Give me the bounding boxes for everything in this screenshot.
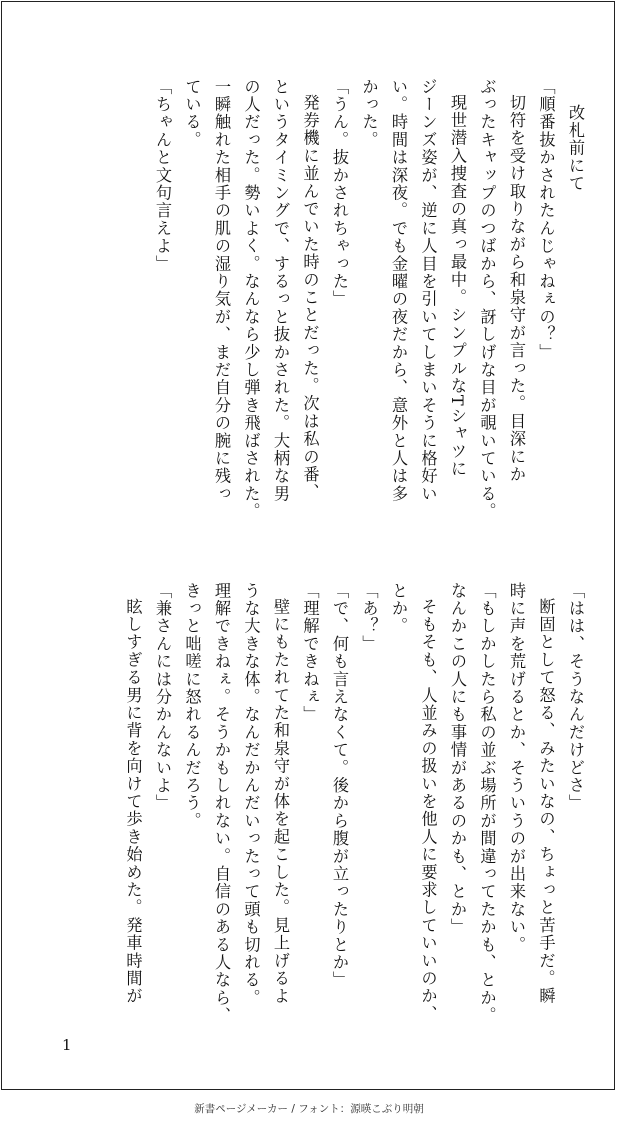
text-line: とか。 [389,582,408,636]
text-line: 「うん。抜かされちゃった」 [330,78,349,309]
footer-credit: 新書ページメーカー / フォント：源暎こぶり明朝 [194,1103,424,1115]
text-line: 「兼さんには分かんないよ」 [153,582,172,813]
text-line: きっと咄嗟に怒れるんだろう。 [182,582,202,830]
text-line: ぶったキャップのつばから、訝しげな目が覗いている。 [477,78,497,521]
text-line: 眩しすぎる男に背を向けて歩き始めた。発車時間が [123,598,143,1006]
chapter-title: 改札前にて [566,104,585,193]
text-line: 一瞬触れた相手の肌の湿り気が、まだ自分の腕に残っ [212,78,231,503]
text-line: 「もしかしたら私の並ぶ場所が間違ってたかも、とか。 [477,582,497,1025]
text-line: 「で、何も言えなくて。後から腹が立ったりとか」 [330,582,349,990]
text-line: 現世潜入捜査の真っ最中。シンプルなTシャツに [448,94,467,478]
text-line: 「はは、そうなんだけどさ」 [566,582,585,813]
text-block-bottom [118,582,590,1034]
text-line: ている。 [182,78,202,149]
text-line: 「理解できねぇ」 [300,582,320,724]
text-line: い。時間は深夜。でも金曜の夜だから、意外と人は多 [389,78,408,503]
text-line: 「あ？」 [359,582,379,653]
text-line: かった。 [359,78,379,149]
text-line: うな大きな体。なんだかんだいったって頭も切れる。 [241,582,261,1007]
text-line: 壁にもたれてた和泉守が体を起こした。見上げるよ [271,598,290,1006]
text-block-top [148,78,591,530]
text-line: そもそも、人並みの扱いを他人に要求していいのか、 [418,598,438,1023]
text-line: 切符を受け取りながら和泉守が言った。目深にか [507,94,526,484]
text-line: なんかこの人にも事情があるのかも、とか」 [448,582,467,936]
text-line: の人だった。勢いよく。なんなら少し弾き飛ばされた。 [241,78,261,521]
text-line: 理解できねぇ。そうかもしれない。自信のある人なら、 [212,582,231,1025]
text-line: 時に声を荒げるとか、そういうのが出来ない。 [507,582,526,954]
page-number: 1 [62,1036,72,1054]
text-line: 発券機に並んでいた時のことだった。次は私の番、 [300,94,320,502]
text-line: 断固として怒る、みたいなの、ちょっと苦手だ。瞬 [536,598,556,1006]
text-line: ジーンズ姿が、逆に人目を引いてしまいそうに格好い [418,78,438,503]
text-line: 「順番抜かされたんじゃねぇの？」 [536,78,556,362]
text-line: 「ちゃんと文句言えよ」 [153,78,172,273]
text-line: というタイミングで、するっと抜かされた。大柄な男 [271,78,290,503]
